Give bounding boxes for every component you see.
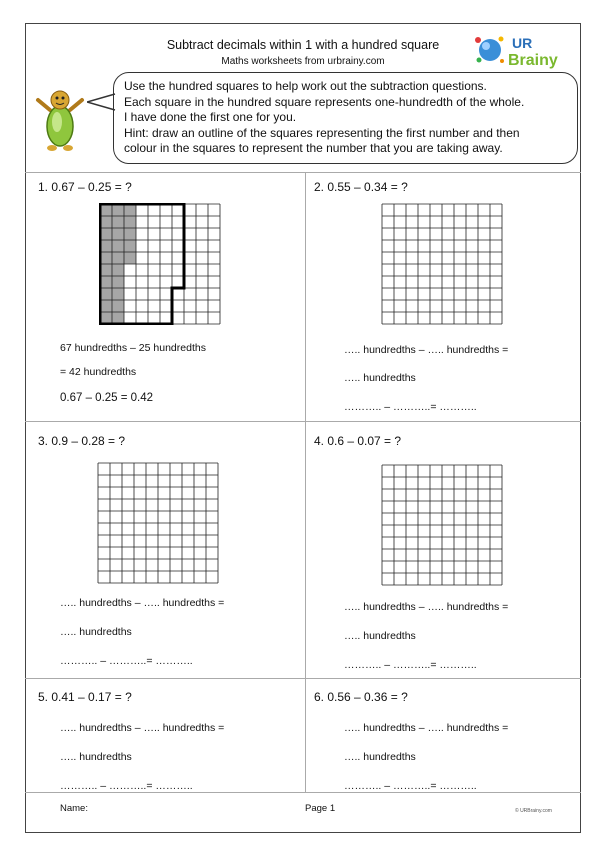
worked-answer-line-1: 67 hundredths – 25 hundredths xyxy=(60,342,206,354)
worked-answer-line-3: 0.67 – 0.25 = 0.42 xyxy=(60,392,154,404)
instruction-line: Hint: draw an outline of the squares representing the first number and then xyxy=(124,125,520,140)
shaded-cell xyxy=(124,240,136,252)
page-number: Page 1 xyxy=(305,803,336,814)
question-6: 6. 0.56 – 0.36 = ? xyxy=(314,690,408,704)
shaded-cell xyxy=(112,276,124,288)
answer-line-3[interactable]: ……….. – ………..= ……….. xyxy=(60,655,193,667)
shaded-cell xyxy=(112,228,124,240)
answer-line-2[interactable]: ….. hundredths xyxy=(344,630,416,642)
shaded-cell xyxy=(100,252,112,264)
answer-line-3[interactable]: ……….. – ………..= ……….. xyxy=(344,659,477,671)
shaded-cell xyxy=(112,240,124,252)
shaded-cell xyxy=(100,204,112,216)
shaded-cell xyxy=(112,288,124,300)
answer-line-3[interactable]: ……….. – ………..= ……….. xyxy=(344,401,477,413)
shaded-cell xyxy=(112,300,124,312)
shaded-cell xyxy=(100,288,112,300)
shaded-cell xyxy=(100,300,112,312)
answer-line-1[interactable]: ….. hundredths – ….. hundredths = xyxy=(344,722,509,734)
svg-text:Brainy: Brainy xyxy=(508,52,558,69)
answer-line-2[interactable]: ….. hundredths xyxy=(344,751,416,763)
answer-line-1[interactable]: ….. hundredths – ….. hundredths = xyxy=(60,722,225,734)
question-2: 2. 0.55 – 0.34 = ? xyxy=(314,180,408,194)
worksheet-title: Subtract decimals within 1 with a hundred square xyxy=(166,38,440,52)
shaded-cell xyxy=(100,312,112,324)
worksheet-subtitle: Maths worksheets from urbrainy.com xyxy=(221,56,385,67)
answer-line-3[interactable]: ……….. – ………..= ……….. xyxy=(344,780,477,792)
answer-line-2[interactable]: ….. hundredths xyxy=(60,751,132,763)
section-divider xyxy=(25,792,581,793)
instruction-line: I have done the first one for you. xyxy=(124,110,297,125)
shaded-cell xyxy=(112,204,124,216)
question-3: 3. 0.9 – 0.28 = ? xyxy=(38,434,126,448)
name-field[interactable]: Name: xyxy=(60,803,88,814)
answer-line-3[interactable]: ……….. – ………..= ……….. xyxy=(60,780,193,792)
shaded-cell xyxy=(100,276,112,288)
shaded-cell xyxy=(100,228,112,240)
instructions-bubble xyxy=(113,72,578,164)
shaded-cell xyxy=(124,228,136,240)
shaded-cell xyxy=(100,264,112,276)
section-divider xyxy=(25,421,581,422)
svg-text:UR: UR xyxy=(512,35,533,51)
question-5: 5. 0.41 – 0.17 = ? xyxy=(38,690,132,704)
shaded-cell xyxy=(112,312,124,324)
hundred-square[interactable] xyxy=(381,464,503,586)
hundred-square[interactable] xyxy=(381,203,503,325)
section-divider xyxy=(25,678,581,679)
section-divider xyxy=(25,172,581,173)
answer-line-2[interactable]: ….. hundredths xyxy=(344,372,416,384)
shaded-cell xyxy=(124,252,136,264)
shaded-cell xyxy=(100,216,112,228)
instruction-line: Use the hundred squares to help work out the subtraction questions. xyxy=(124,79,487,93)
column-divider xyxy=(305,172,306,792)
question-1: 1. 0.67 – 0.25 = ? xyxy=(38,180,132,194)
shaded-cell xyxy=(100,240,112,252)
answer-line-1[interactable]: ….. hundredths – ….. hundredths = xyxy=(344,601,509,613)
shaded-cell xyxy=(112,216,124,228)
shaded-cell xyxy=(112,252,124,264)
copyright: © URBrainy.com xyxy=(515,808,552,814)
shaded-cell xyxy=(124,216,136,228)
hundred-square-worked xyxy=(99,203,221,325)
urbrainy-logo xyxy=(470,28,570,72)
instruction-line: colour in the squares to represent the number that you are taking away. xyxy=(124,141,503,156)
answer-line-2[interactable]: ….. hundredths xyxy=(60,626,132,638)
hundred-square[interactable] xyxy=(97,462,219,584)
shaded-cell xyxy=(124,204,136,216)
shaded-cell xyxy=(112,264,124,276)
instruction-line: Each square in the hundred square represents one-hundredth of the whole. xyxy=(124,94,525,109)
turtle-mascot xyxy=(32,86,88,156)
answer-line-1[interactable]: ….. hundredths – ….. hundredths = xyxy=(60,597,225,609)
question-4: 4. 0.6 – 0.07 = ? xyxy=(314,434,402,448)
worked-answer-line-2: = 42 hundredths xyxy=(60,366,137,378)
answer-line-1[interactable]: ….. hundredths – ….. hundredths = xyxy=(344,344,509,356)
